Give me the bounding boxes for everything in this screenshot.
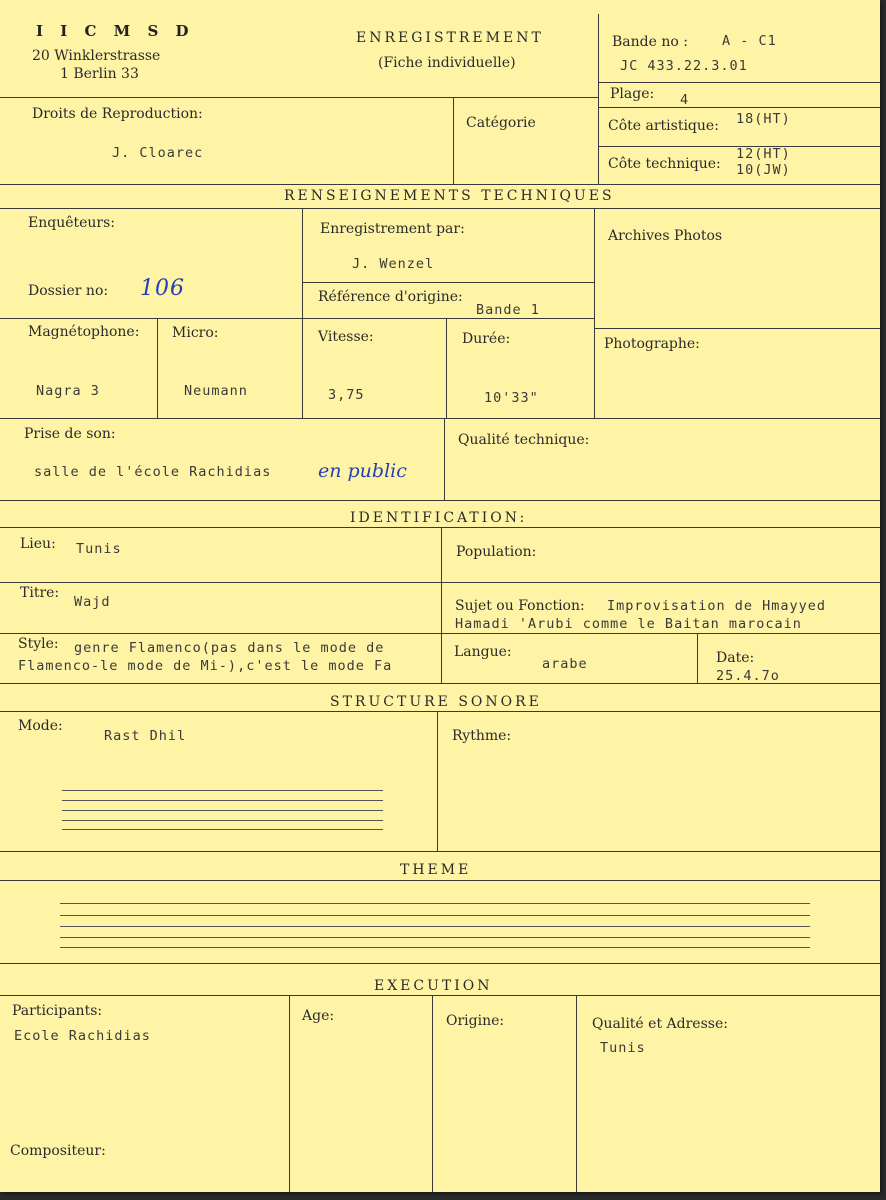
style-value-2: Flamenco-le mode de Mi-),c'est le mode Fa <box>18 658 393 674</box>
rythme-label: Rythme: <box>452 728 512 744</box>
plage-value: 4 <box>680 92 690 108</box>
divider <box>444 418 445 500</box>
divider <box>302 208 303 418</box>
divider <box>0 582 880 583</box>
cote-technique-value-2: 10(JW) <box>736 162 791 178</box>
participants-value: Ecole Rachidias <box>14 1028 151 1044</box>
card-title: ENREGISTREMENT <box>356 30 544 46</box>
dossier-value: 106 <box>140 276 185 301</box>
date-label: Date: <box>716 650 755 666</box>
lieu-value: Tunis <box>76 541 122 557</box>
age-label: Age: <box>302 1008 335 1024</box>
writing-line <box>62 800 383 801</box>
divider <box>453 97 454 184</box>
cote-technique-value-1: 12(HT) <box>736 146 791 162</box>
address-city: 1 Berlin 33 <box>60 66 139 82</box>
reference-value: Bande 1 <box>476 302 540 318</box>
sujet-value-2: Hamadi 'Arubi comme le Baitan marocain <box>455 616 802 632</box>
enregistrement-value: J. Wenzel <box>352 256 435 272</box>
cote-technique-label: Côte technique: <box>608 156 721 172</box>
vitesse-value: 3,75 <box>328 387 365 403</box>
divider <box>576 995 577 1192</box>
divider <box>446 318 447 418</box>
divider <box>697 633 698 683</box>
writing-line <box>62 820 383 821</box>
style-value-1: genre Flamenco(pas dans le mode de <box>74 640 385 656</box>
population-label: Population: <box>456 544 537 560</box>
divider <box>594 208 595 418</box>
writing-line <box>62 810 383 811</box>
date-value: 25.4.7o <box>716 668 780 684</box>
writing-line <box>60 926 810 927</box>
qualite-adresse-label: Qualité et Adresse: <box>592 1016 728 1032</box>
sujet-label: Sujet ou Fonction: <box>455 598 585 614</box>
divider <box>0 500 880 501</box>
writing-line <box>60 937 810 938</box>
divider <box>598 107 880 108</box>
prise-de-son-label: Prise de son: <box>24 426 116 442</box>
enregistrement-label: Enregistrement par: <box>320 221 465 237</box>
categorie-label: Catégorie <box>466 115 536 131</box>
divider <box>437 711 438 851</box>
writing-line <box>60 947 810 948</box>
identification-heading: IDENTIFICATION: <box>350 510 528 526</box>
bande-reference: JC 433.22.3.01 <box>620 58 748 74</box>
divider <box>0 97 598 98</box>
execution-heading: EXECUTION <box>374 978 493 994</box>
photographe-label: Photographe: <box>604 336 700 352</box>
institute-logo: I I C M S D <box>36 22 195 40</box>
droits-label: Droits de Reproduction: <box>32 106 203 122</box>
prise-de-son-handwritten: en public <box>318 460 407 482</box>
writing-line <box>60 903 810 904</box>
compositeur-label: Compositeur: <box>10 1143 106 1159</box>
divider <box>0 995 880 996</box>
writing-line <box>62 829 383 830</box>
duree-value: 10'33" <box>484 390 539 406</box>
qualite-technique-label: Qualité technique: <box>458 432 590 448</box>
titre-label: Titre: <box>20 585 60 601</box>
lieu-label: Lieu: <box>20 536 56 552</box>
divider <box>432 995 433 1192</box>
address-street: 20 Winklerstrasse <box>32 48 161 64</box>
micro-label: Micro: <box>172 325 219 341</box>
magnetophone-value: Nagra 3 <box>36 383 100 399</box>
divider <box>598 82 880 83</box>
divider <box>302 282 594 283</box>
divider <box>0 851 880 852</box>
divider <box>0 711 880 712</box>
droits-value: J. Cloarec <box>112 145 204 161</box>
enqueteurs-label: Enquêteurs: <box>28 215 116 231</box>
origine-label: Origine: <box>446 1013 505 1029</box>
titre-value: Wajd <box>74 594 111 610</box>
divider <box>0 527 880 528</box>
writing-line <box>60 915 810 916</box>
structure-heading: STRUCTURE SONORE <box>330 694 542 710</box>
style-label: Style: <box>18 636 59 652</box>
langue-value: arabe <box>542 656 588 672</box>
divider <box>0 184 880 185</box>
mode-value: Rast Dhil <box>104 728 187 744</box>
divider <box>0 418 880 419</box>
plage-label: Plage: <box>610 86 655 102</box>
bande-label: Bande no : <box>612 34 688 50</box>
theme-heading: THEME <box>400 862 472 878</box>
qualite-adresse-value: Tunis <box>600 1040 646 1056</box>
divider <box>0 633 880 634</box>
divider <box>0 318 594 319</box>
duree-label: Durée: <box>462 331 511 347</box>
langue-label: Langue: <box>454 644 512 660</box>
divider <box>157 318 158 418</box>
divider <box>594 328 880 329</box>
divider <box>441 527 442 683</box>
archives-photos-label: Archives Photos <box>608 228 723 244</box>
bande-value: A - C1 <box>722 33 777 49</box>
dossier-label: Dossier no: <box>28 283 109 299</box>
card-subtitle: (Fiche individuelle) <box>378 55 516 71</box>
divider <box>0 880 880 881</box>
micro-value: Neumann <box>184 383 248 399</box>
writing-line <box>62 790 383 791</box>
divider <box>0 963 880 964</box>
divider <box>598 14 599 184</box>
magnetophone-label: Magnétophone: <box>28 324 140 340</box>
cote-artistique-value: 18(HT) <box>736 111 791 127</box>
technique-heading: RENSEIGNEMENTS TECHNIQUES <box>284 188 615 204</box>
reference-label: Référence d'origine: <box>318 289 463 305</box>
sujet-value-1: Improvisation de Hmayyed <box>607 598 827 614</box>
vitesse-label: Vitesse: <box>318 329 374 345</box>
participants-label: Participants: <box>12 1003 103 1019</box>
divider <box>0 208 880 209</box>
cote-artistique-label: Côte artistique: <box>608 118 719 134</box>
prise-de-son-value: salle de l'école Rachidias <box>34 464 272 480</box>
mode-label: Mode: <box>18 718 63 734</box>
divider <box>289 995 290 1192</box>
